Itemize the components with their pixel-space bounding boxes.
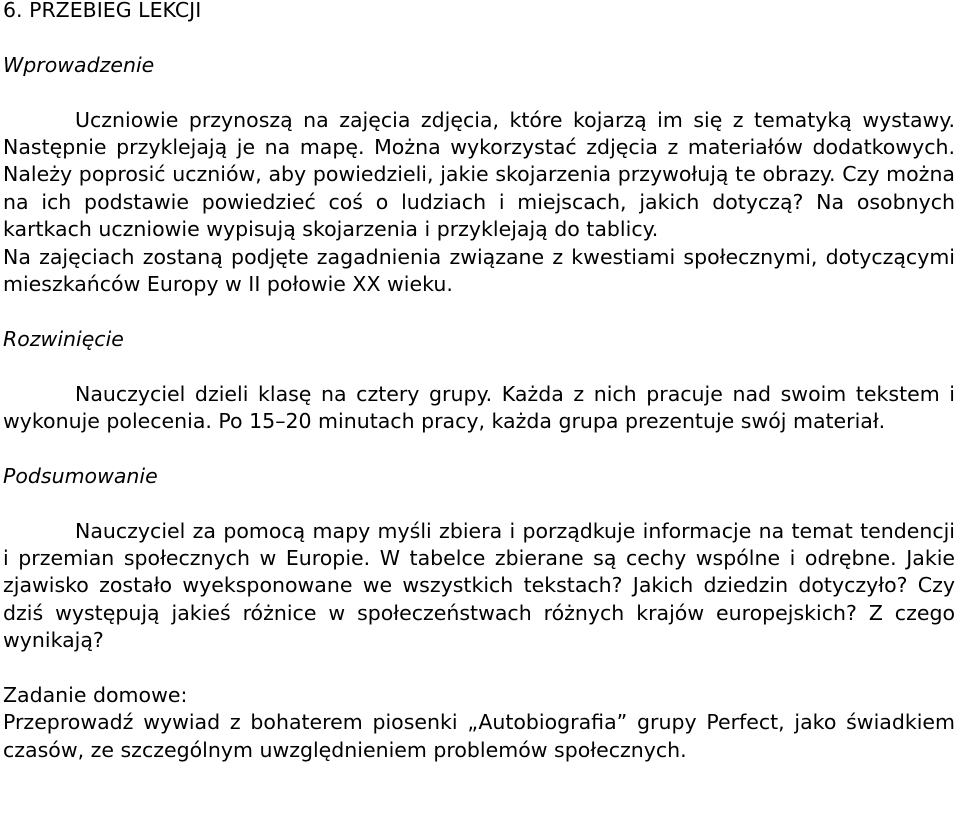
homework-heading: Zadanie domowe: (3, 683, 188, 708)
document-page (3, 0, 955, 764)
spacer (3, 24, 955, 51)
summary-paragraph: Nauczyciel za pomocą mapy myśli zbiera i porządkuje informacje na temat tendencji i przemian społecznych w Europie. W tabelce zbierane są cechy wspólne i odrębne. Jakie zjawisko zostało wyeksponowane we wszystkich tekstach? Jakich dziedzin dotyczyło? Czy dziś występują jakieś różnice w społeczeństwach różnych krajów europejskich? Z czego wynikają? (3, 518, 955, 653)
section-title: 6. PRZEBIEG LEKCJI (3, 0, 202, 22)
spacer (3, 79, 955, 106)
intro-paragraph-2: Na zajęciach zostaną podjęte zagadnienia związane z kwestiami społecznymi, dotyczącymi mieszkańców Europy w II połowie XX wieku. (3, 244, 955, 297)
homework-paragraph: Przeprowadź wywiad z bohaterem piosenki „Autobiografia” grupy Perfect, jako świadkiem czasów, ze szczególnym uwzględnieniem problemów społecznych. (3, 710, 955, 762)
spacer (3, 298, 955, 325)
spacer (3, 353, 955, 380)
intro-heading: Wprowadzenie (3, 52, 155, 77)
spacer (3, 490, 955, 517)
intro-paragraph-1: Uczniowie przynoszą na zajęcia zdjęcia, które kojarzą im się z tematyką wystawy. Następnie przyklejają je na mapę. Można wykorzystać zdjęcia z materiałów dodatkowych. Należy poprosić uczniów, aby powiedzieli, jakie skojarzenia przywołują te obrazy. Czy można na ich podstawie powiedzieć coś o ludziach i miejscach, jakich dotyczą? Na osobnych kartkach uczniowie wypisują skojarzenia i przyklejają do tablicy. (3, 107, 955, 242)
spacer (3, 655, 955, 682)
summary-heading: Podsumowanie (3, 463, 158, 488)
development-heading: Rozwinięcie (3, 326, 124, 351)
spacer (3, 435, 955, 462)
development-paragraph: Nauczyciel dzieli klasę na cztery grupy. Każda z nich pracuje nad swoim tekstem i wykonuje polecenia. Po 15–20 minutach pracy, każda grupa prezentuje swój materiał. (3, 381, 955, 434)
